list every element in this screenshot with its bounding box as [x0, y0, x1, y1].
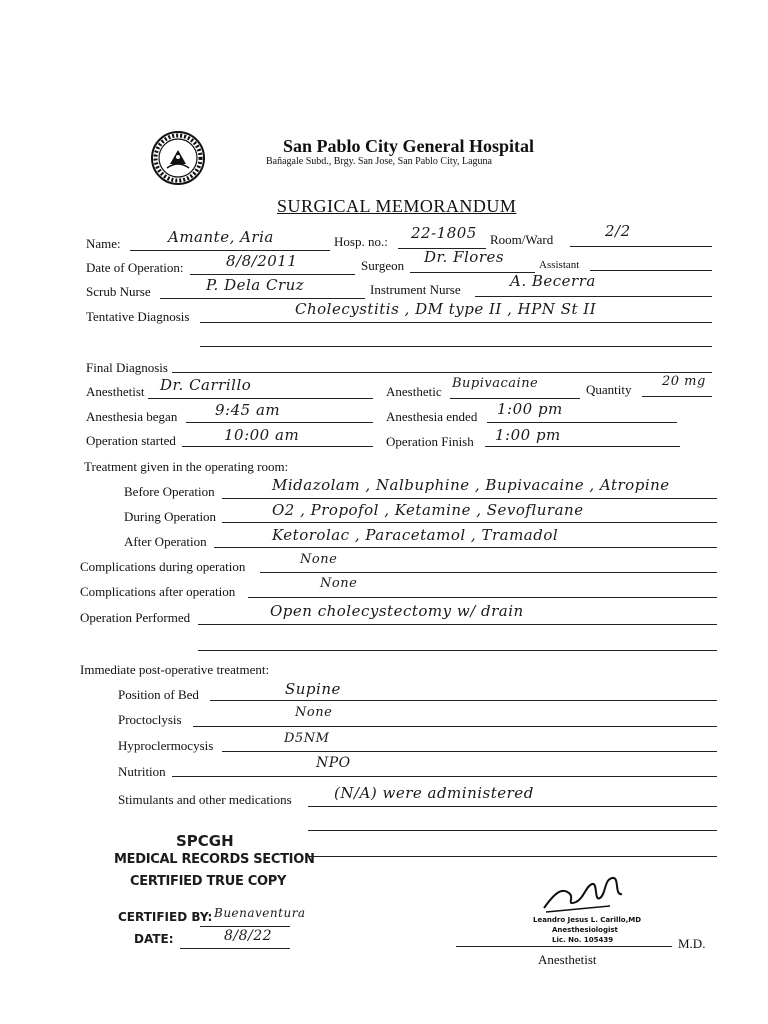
after-operation-value: Ketorolac , Paracetamol , Tramadol: [272, 526, 559, 544]
stamp-line-1: SPCGH: [176, 832, 234, 850]
stamp-date-value: 8/8/22: [224, 928, 273, 944]
proctoclysis-value: None: [295, 705, 333, 720]
md-suffix: M.D.: [678, 936, 706, 951]
operation-started-value: 10:00 am: [224, 426, 300, 444]
position-of-bed-value: Supine: [285, 680, 341, 698]
form-title: SURGICAL MEMORANDUM: [277, 196, 517, 216]
during-operation-value: O2 , Propofol , Ketamine , Sevoflurane: [272, 501, 584, 519]
anesthetic-label: Anesthetic: [386, 384, 442, 399]
operation-finish-label: Operation Finish: [386, 434, 474, 449]
operation-performed-label: Operation Performed: [80, 610, 191, 625]
stimulants-label: Stimulants and other medications: [118, 792, 292, 807]
stamp-line-3: CERTIFIED TRUE COPY: [130, 874, 287, 889]
complications-after-label: Complications after operation: [80, 584, 236, 599]
stamp-line-2: MEDICAL RECORDS SECTION: [114, 852, 315, 867]
tentative-diagnosis-label: Tentative Diagnosis: [86, 309, 190, 324]
scrub-nurse-value: P. Dela Cruz: [206, 276, 305, 294]
stamp-date-label: DATE:: [134, 932, 174, 946]
hosp-no-label: Hosp. no.:: [334, 234, 388, 249]
before-operation-value: Midazolam , Nalbuphine , Bupivacaine , Atropine: [272, 476, 670, 494]
certified-by-signature: Buenaventura: [214, 906, 306, 920]
operation-performed-value: Open cholecystectomy w/ drain: [270, 602, 524, 620]
hosp-no-value: 22-1805: [411, 224, 477, 242]
anesthetist-printed-name: Leandro Jesus L. Carillo,MD: [533, 916, 642, 924]
anesthetist-signature: [540, 872, 630, 918]
hypodermoclysis-label: Hyproclermocysis: [118, 738, 214, 753]
hospital-address: Bañagale Subd., Brgy. San Jose, San Pablo City, Laguna: [266, 156, 492, 167]
anesthesia-began-value: 9:45 am: [215, 401, 281, 419]
operation-finish-value: 1:00 pm: [495, 426, 561, 444]
anesthetist-title: Anesthesiologist: [552, 926, 618, 934]
operation-started-label: Operation started: [86, 433, 176, 448]
before-operation-label: Before Operation: [124, 484, 215, 499]
name-value: Amante, Aria: [168, 228, 274, 246]
surgeon-value: Dr. Flores: [424, 248, 505, 266]
instrument-nurse-value: A. Becerra: [510, 272, 596, 290]
anesthetist-license: Lic. No. 105439: [552, 936, 614, 944]
hospital-seal-logo: [150, 130, 206, 186]
tentative-diagnosis-value: Cholecystitis , DM type II , HPN St II: [295, 300, 597, 318]
anesthetist-value: Dr. Carrillo: [160, 376, 252, 394]
stimulants-value: (N/A) were administered: [334, 784, 534, 802]
treatment-given-label: Treatment given in the operating room:: [84, 459, 289, 474]
complications-during-label: Complications during operation: [80, 559, 246, 574]
instrument-nurse-label: Instrument Nurse: [370, 282, 461, 297]
complications-after-value: None: [320, 576, 358, 591]
room-ward-label: Room/Ward: [490, 232, 554, 247]
after-operation-label: After Operation: [124, 534, 207, 549]
proctoclysis-label: Proctoclysis: [118, 712, 182, 727]
quantity-value: 20 mg: [662, 374, 706, 389]
hypodermoclysis-value: D5NM: [284, 731, 330, 746]
anesthesia-ended-label: Anesthesia ended: [386, 409, 478, 424]
anesthetist-footer-label: Anesthetist: [538, 952, 597, 967]
room-ward-value: 2/2: [605, 222, 631, 240]
during-operation-label: During Operation: [124, 509, 217, 524]
anesthesia-began-label: Anesthesia began: [86, 409, 178, 424]
anesthesia-ended-value: 1:00 pm: [497, 400, 563, 418]
position-of-bed-label: Position of Bed: [118, 687, 199, 702]
date-of-operation-value: 8/8/2011: [226, 252, 298, 270]
anesthetist-label: Anesthetist: [86, 384, 145, 399]
surgeon-label: Surgeon: [361, 258, 405, 273]
immediate-post-op-label: Immediate post-operative treatment:: [80, 662, 270, 677]
quantity-label: Quantity: [586, 382, 632, 397]
scrub-nurse-label: Scrub Nurse: [86, 284, 151, 299]
nutrition-label: Nutrition: [118, 764, 166, 779]
hospital-name: San Pablo City General Hospital: [283, 136, 535, 156]
date-of-operation-label: Date of Operation:: [86, 260, 184, 275]
complications-during-value: None: [300, 552, 338, 567]
nutrition-value: NPO: [316, 755, 351, 771]
assistant-label: Assistant: [539, 259, 580, 271]
anesthetic-value: Bupivacaine: [452, 376, 539, 391]
certified-by-label: CERTIFIED BY:: [118, 910, 213, 924]
name-label: Name:: [86, 236, 121, 251]
final-diagnosis-label: Final Diagnosis: [86, 360, 168, 375]
